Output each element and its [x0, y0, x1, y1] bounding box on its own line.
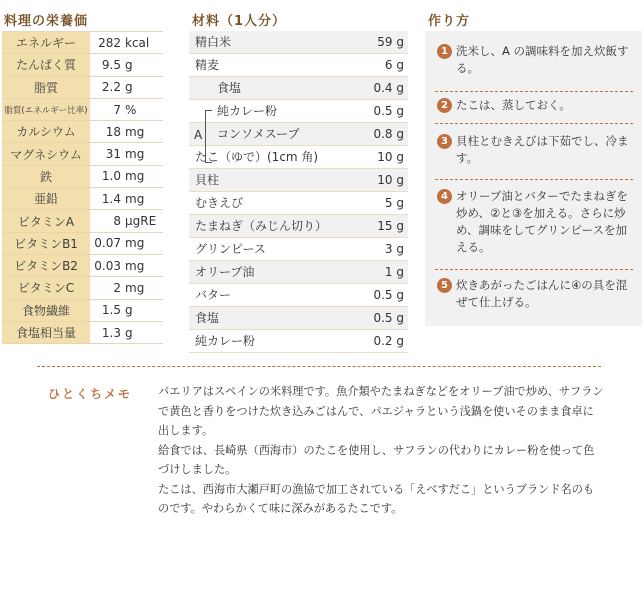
step-item — [437, 188, 633, 256]
nutrient-value: 0.03 — [94, 258, 121, 273]
ingredient-name: たこ（ゆで）(1cm 角) — [195, 150, 319, 164]
ingredient-amount: 0.8 g — [373, 127, 404, 141]
table-row — [2, 121, 163, 143]
nutrient-value: 1.0 — [101, 169, 121, 184]
ingredient-name: 精白米 — [195, 35, 232, 49]
list-item — [189, 238, 408, 261]
ingredients-list — [189, 31, 408, 353]
nutrient-label: 脂質 — [2, 76, 90, 98]
table-row — [2, 232, 163, 254]
nutrient-unit: mg — [125, 236, 145, 251]
nutrient-value: 2 — [113, 280, 121, 295]
nutrient-unit: kcal — [125, 35, 150, 50]
ingredient-name: グリンピース — [195, 242, 266, 256]
ingredient-name: コンソメスープ — [217, 127, 300, 141]
nutrient-unit: μgRE — [125, 214, 157, 229]
ingredient-amount: 0.5 g — [373, 311, 404, 325]
step-divider — [435, 123, 633, 124]
nutrient-label: エネルギー — [2, 32, 90, 54]
step-number-icon: 1 — [437, 44, 452, 59]
ingredient-amount: 0.4 g — [373, 81, 404, 95]
nutrient-unit: g — [125, 80, 133, 95]
list-item — [189, 330, 408, 353]
list-item — [189, 100, 408, 123]
nutrient-label: マグネシウム — [2, 143, 90, 165]
nutrient-value: 1.5 — [101, 303, 121, 318]
ingredient-name: 純カレー粉 — [195, 334, 256, 348]
table-row — [2, 143, 163, 165]
nutrient-value: 1.3 — [101, 325, 121, 340]
ingredient-name: オリーブ油 — [195, 265, 255, 279]
nutrient-value: 7 — [113, 102, 121, 117]
step-item — [437, 277, 633, 311]
list-item — [189, 54, 408, 77]
ingredient-amount: 0.5 g — [373, 288, 404, 302]
step-number-icon: 5 — [437, 278, 452, 293]
ingredient-amount: 5 g — [384, 196, 404, 210]
nutrient-value: 31 — [105, 147, 121, 162]
nutrient-label: 食塩相当量 — [2, 321, 90, 343]
ingredient-amount: 10 g — [377, 173, 404, 187]
table-row — [2, 299, 163, 321]
table-row — [2, 277, 163, 299]
list-item — [189, 31, 408, 54]
ingredient-amount: 0.2 g — [373, 334, 404, 348]
nutrient-label: 鉄 — [2, 165, 90, 187]
steps-panel — [425, 31, 642, 326]
nutrient-unit: mg — [125, 147, 145, 162]
nutrient-unit: g — [125, 57, 133, 72]
memo-paragraph: 給食では、長崎県（西海市）のたこを使用し、サフランの代わりにカレー粉を使って色づけしました。 — [158, 443, 595, 476]
step-text: 洗米し、A の調味料を加え炊飯する。 — [456, 44, 629, 75]
group-label: A — [194, 128, 203, 142]
nutrient-label: 食物繊維 — [2, 299, 90, 321]
nutrition-title: 料理の栄養価 — [4, 14, 89, 29]
step-text: たこは、蒸しておく。 — [456, 98, 571, 112]
ingredient-name: 精麦 — [195, 58, 220, 72]
table-row — [2, 32, 163, 54]
nutrient-label: 脂質(エネルギー比率) — [2, 98, 90, 120]
ingredient-amount: 6 g — [384, 58, 404, 72]
memo-body — [158, 382, 604, 519]
ingredient-name: 貝柱 — [195, 173, 220, 187]
nutrient-label: ビタミンB2 — [2, 254, 90, 276]
memo-paragraph: パエリアはスペインの米料理です。魚介類やたまねぎなどをオリーブ油で炒め、サフランで黄色と香りをつけた炊き込みごはんで、パエジャラという浅鍋を使いそのまま食卓に出します。 — [158, 385, 604, 437]
step-divider — [435, 269, 633, 270]
nutrient-value: 0.07 — [94, 236, 121, 251]
step-divider — [435, 179, 633, 180]
table-row — [2, 210, 163, 232]
list-item — [189, 77, 408, 100]
nutrient-value: 9.5 — [101, 57, 121, 72]
nutrient-value: 2.2 — [101, 80, 121, 95]
ingredient-amount: 1 g — [384, 265, 404, 279]
table-row — [2, 254, 163, 276]
nutrient-label: たんぱく質 — [2, 54, 90, 76]
step-text: 貝柱とむきえびは下茹でし、冷ます。 — [456, 134, 629, 165]
group-bracket — [205, 110, 214, 163]
nutrient-unit: g — [125, 325, 133, 340]
ingredient-name: バター — [195, 288, 232, 302]
nutrient-unit: mg — [125, 258, 145, 273]
step-divider — [435, 91, 633, 92]
list-item — [189, 261, 408, 284]
step-text: 炊きあがったごはんに④の具を混ぜて仕上げる。 — [456, 278, 628, 309]
ingredient-name: たまねぎ（みじん切り） — [195, 219, 328, 233]
table-row — [2, 165, 163, 187]
nutrition-table — [2, 31, 163, 344]
ingredient-amount: 15 g — [377, 219, 404, 233]
nutrient-unit: mg — [125, 169, 145, 184]
memo-title: ひとくちメモ — [48, 387, 133, 401]
nutrient-label: ビタミンA — [2, 210, 90, 232]
memo-divider — [37, 366, 601, 367]
step-number-icon: 2 — [437, 98, 452, 113]
step-item — [437, 133, 633, 167]
step-number-icon: 3 — [437, 134, 452, 149]
list-item — [189, 123, 408, 146]
nutrient-value: 18 — [105, 124, 121, 139]
steps-title: 作り方 — [428, 14, 471, 29]
list-item — [189, 169, 408, 192]
ingredient-name: 食塩 — [195, 311, 220, 325]
step-text: オリーブ油とバターでたまねぎを炒め、②と③を加える。さらに炒め、調味をしてグリンピースを加える。 — [456, 189, 628, 254]
list-item — [189, 192, 408, 215]
nutrient-unit: mg — [125, 191, 145, 206]
list-item — [189, 284, 408, 307]
step-item — [437, 43, 633, 77]
ingredient-amount: 0.5 g — [373, 104, 404, 118]
nutrient-unit: g — [125, 303, 133, 318]
nutrient-label: ビタミンC — [2, 277, 90, 299]
step-item — [437, 97, 633, 114]
list-item — [189, 146, 408, 169]
table-row — [2, 321, 163, 343]
ingredient-amount: 10 g — [377, 150, 404, 164]
ingredient-name: むきえび — [195, 196, 244, 210]
table-row — [2, 188, 163, 210]
nutrient-label: 亜鉛 — [2, 188, 90, 210]
nutrient-value: 282 — [98, 35, 121, 50]
ingredient-amount: 3 g — [384, 242, 404, 256]
ingredient-amount: 59 g — [377, 35, 404, 49]
nutrient-unit: % — [125, 102, 137, 117]
nutrient-label: ビタミンB1 — [2, 232, 90, 254]
nutrient-value: 8 — [113, 214, 121, 229]
table-row — [2, 76, 163, 98]
list-item — [189, 215, 408, 238]
ingredient-name: 純カレー粉 — [217, 104, 278, 118]
nutrient-unit: mg — [125, 124, 145, 139]
table-row — [2, 54, 163, 76]
ingredient-name: 食塩 — [217, 81, 242, 95]
memo-paragraph: たこは、西海市大瀬戸町の漁協で加工されている「えべすだこ」というブランド名のものです。やわらかくて味に深みがあるたこです。 — [158, 482, 595, 515]
step-number-icon: 4 — [437, 189, 452, 204]
ingredients-title: 材料（1人分） — [192, 14, 287, 29]
list-item — [189, 307, 408, 330]
table-row — [2, 98, 163, 120]
nutrient-label: カルシウム — [2, 121, 90, 143]
nutrient-unit: mg — [125, 280, 145, 295]
nutrient-value: 1.4 — [101, 191, 121, 206]
